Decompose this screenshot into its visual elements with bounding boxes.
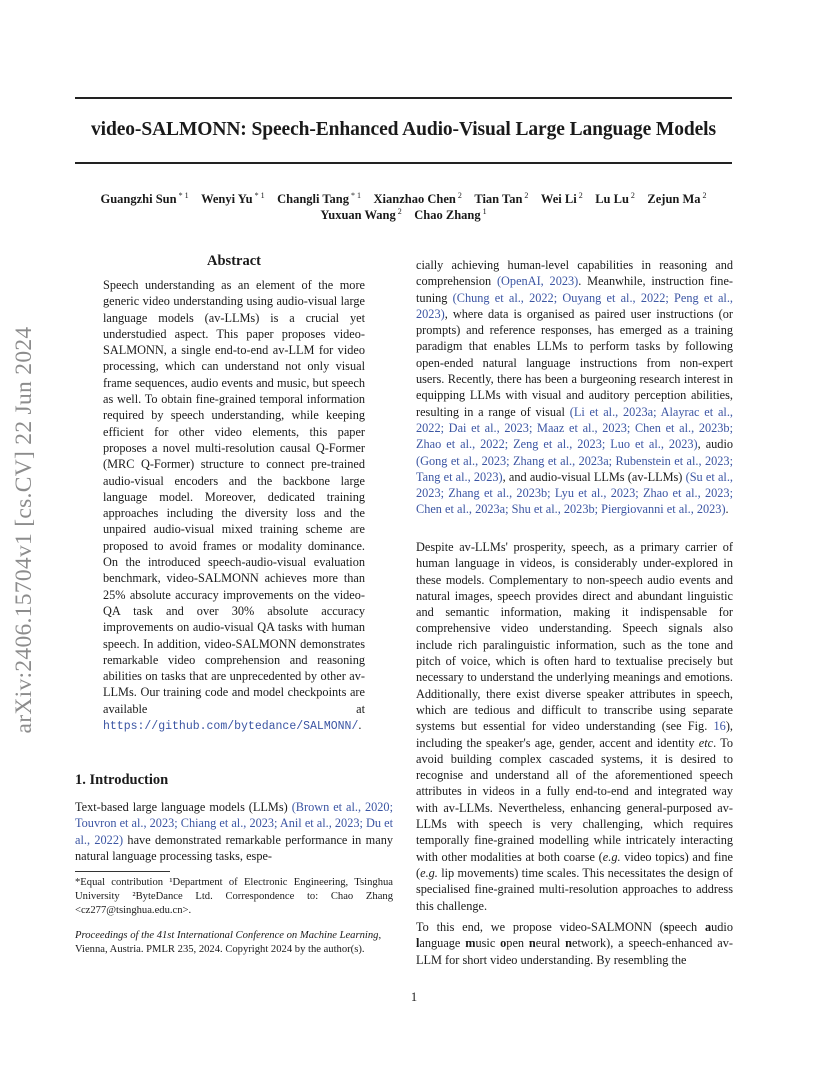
title-top-rule	[75, 97, 732, 99]
author-affiliation: 2	[576, 191, 583, 200]
intro-text-cont: have demonstrated remarkable performance in many natural language processing tasks, espe-	[75, 832, 393, 863]
author-name: Lu Lu	[595, 192, 629, 207]
author-affiliation: 2	[455, 191, 462, 200]
footnote-rule	[75, 871, 170, 872]
author-affiliation: * 1	[349, 191, 362, 200]
proceedings-note	[75, 929, 393, 957]
page-number: 1	[410, 990, 418, 1004]
section-heading-introduction: 1. Introduction	[75, 772, 169, 788]
intro-text: Text-based large language models (LLMs)	[75, 800, 292, 814]
author-name: Chao Zhang	[414, 208, 481, 223]
author-affiliation: 2	[395, 207, 402, 216]
abstract-text: Speech understanding as an element of the more generic video understanding using audio-visual large language models (av-LLMs) is a crucial yet understudied aspect. This paper proposes video-SALMONN, a single end-to-end av-LLM for video processing, which can understand not only visual frame sequences, audio events and music, but speech as well. To obtain fine-grained temporal information required by speech understanding, while keeping efficient for other video elements, this paper proposes a novel multi-resolution causal Q-Former (MRC Q-Former) structure to connect pre-trained audio-visual encoders and the backbone large language model. Moreover, dedicated training approaches including the diversity loss and the unpaired audio-visual mixed training scheme are proposed to avoid frames or modality dominance. On the introduced speech-audio-visual evaluation benchmark, video-SALMONN achieves more than 25% absolute accuracy improvements on the video-QA task and over 30% absolute accuracy improvements on audio-visual QA tasks with human speech. In addition, video-SALMONN demonstrates remarkable video comprehension and reasoning abilities on tasks that are unprecedented by other av-LLMs. Our training code and model checkpoints are available at	[103, 278, 365, 716]
citation-link[interactable]: (Su et al., 2023; Zhang et al., 2023b; Lyu et al., 2023; Zhao et al., 2023; Chen et al., 2023a; Shu et al., 2023b; Piergiovanni et al., 2023)	[416, 469, 733, 517]
author-name: Changli Tang	[277, 192, 350, 207]
citation-link[interactable]: (Li et al., 2023a; Alayrac et al., 2022; Dai et al., 2023; Maaz et al., 2023; Chen et al., 2023b; Zhao et al., 2022; Zeng et al., 2023; Luo et al., 2023)	[416, 404, 733, 452]
paper-title: video-SALMONN: Speech-Enhanced Audio-Visual Large Language Models	[91, 119, 716, 140]
footnote: *Equal contribution ¹Department of Electronic Engineering, Tsinghua University ²ByteDance Ltd. Correspondence to: Chao Zhang <cz277@tsinghua.edu.cn>.	[75, 877, 393, 916]
abstract-heading: Abstract	[207, 253, 261, 269]
title-bottom-rule	[75, 162, 732, 164]
proceedings-details: , Vienna, Austria. PMLR 235, 2024. Copyright 2024 by the author(s).	[75, 930, 382, 955]
author-affiliation: 1	[480, 207, 487, 216]
author-affiliation: 2	[700, 191, 707, 200]
author-affiliation: * 1	[176, 191, 189, 200]
author-name: Wenyi Yu	[201, 192, 253, 207]
citation-link[interactable]: (OpenAI, 2023)	[496, 274, 579, 289]
author-name: Tian Tan	[474, 192, 523, 207]
author-name: Zejun Ma	[647, 192, 701, 207]
citation-link[interactable]: (Gong et al., 2023; Zhang et al., 2023a; Rubenstein et al., 2023; Tang et al., 2023)	[416, 453, 733, 484]
author-name: Xianzhao Chen	[373, 192, 456, 207]
author-list-line-1	[75, 191, 732, 207]
right-paragraph-1: cially achieving human-level capabilities in reasoning and comprehension (OpenAI, 2023). Meanwhile, instruction fine-tuning (Chung et al., 2022; Ouyang et al., 2022; Peng et al., 2023), where data is organised as paired user instructions (or prompts) and reference responses, has emerged as a training paradigm that enables LLMs to perform tasks by following open-ended natural language instructions from non-expert users. Recently, there has been a burgeoning research interest in equipping LLMs with visual and auditory perception abilities, resulting in a range of visual (Li et al., 2023a; Alayrac et al., 2022; Dai et al., 2023; Maaz et al., 2023; Chen et al., 2023b; Zhao et al., 2022; Zeng et al., 2023; Luo et al., 2023), audio (Gong et al., 2023; Zhang et al., 2023a; Rubenstein et al., 2023; Tang et al., 2023), and audio-visual LLMs (av-LLMs) (Su et al., 2023; Zhang et al., 2023b; Lyu et al., 2023; Zhao et al., 2023; Chen et al., 2023a; Shu et al., 2023b; Piergiovanni et al., 2023).	[416, 258, 734, 517]
author-affiliation: 2	[522, 191, 529, 200]
author-name: Wei Li	[540, 192, 577, 207]
figure-link[interactable]: 16	[713, 719, 726, 734]
citation-link[interactable]: (Brown et al., 2020; Touvron et al., 2023; Chiang et al., 2023; Anil et al., 2023; Du et al., 2022)	[75, 800, 393, 847]
arxiv-identifier: arXiv:2406.15704v1 [cs.CV] 22 Jun 2024	[11, 326, 37, 734]
abstract-body: Speech understanding as an element of the more generic video understanding using audio-visual large language models (av-LLMs) is a crucial yet understudied aspect. This paper proposes video-SALMONN, a single end-to-end av-LLM for video processing, which can understand not only visual frame sequences, audio events and music, but speech as well. To obtain fine-grained temporal information required by speech understanding, while keeping efficient for other video elements, this paper proposes a novel multi-resolution causal Q-Former (MRC Q-Former) structure to connect pre-trained audio-visual encoders and the backbone large language model. Moreover, dedicated training approaches including the diversity loss and the unpaired audio-visual mixed training scheme are proposed to avoid frames or modality dominance. On the introduced speech-audio-visual evaluation benchmark, video-SALMONN achieves more than 25% absolute accuracy improvements on the video-QA task and over 30% absolute accuracy improvements on audio-visual QA tasks with human speech. In addition, video-SALMONN demonstrates remarkable video comprehension and reasoning abilities on tasks that are unprecedented by other av-LLMs. Our training code and model checkpoints are available at https://github.com/bytedance/SALMONN/.	[103, 278, 365, 734]
author-list-line-2	[75, 207, 732, 223]
proceedings-venue: Proceedings of the 41st International Conference on Machine Learning	[75, 930, 379, 941]
right-paragraph-3: To this end, we propose video-SALMONN (speech audio language music open neural network), a speech-enhanced av-LLM for short video understanding. By resembling the	[416, 920, 733, 967]
author-name: Guangzhi Sun	[100, 192, 177, 207]
code-link[interactable]: https://github.com/bytedance/SALMONN/	[103, 720, 359, 734]
author-affiliation: 2	[628, 191, 635, 200]
intro-paragraph	[75, 799, 393, 864]
author-affiliation: * 1	[252, 191, 265, 200]
right-paragraph-2: Despite av-LLMs' prosperity, speech, as a primary carrier of human language in videos, is considerably under-explored in these models. Complementary to non-speech audio events and natural images, speech provides direct and abundant linguistic and semantic information, making it indispensable for comprehensive video understanding. Speech signals also include rich paralinguistic information, such as the tone and pitch of voice, which is often hard to textualise precisely but necessary to understand the underlying meanings and emotions. Additionally, there exist diverse speaker attributes in speech, which are tedious and difficult to transcribe using separate systems but essential for video understanding (see Fig. 16), including the speaker's age, gender, accent and identity etc. To avoid building complex cascaded systems, it is desired to recognise and understand all of the aforementioned speech attributes in videos in a fully end-to-end and integrated way with av-LLMs. Nevertheless, enhancing general-purposed av-LLMs with speech is very challenging, which requires temporally fine-grained modelling while intricately interacting with other modalities at both coarse (e.g. video topics) and fine (e.g. lip movements) time scales. This necessitates the design of specialised fine-grained multi-resolution approaches to address this challenge.	[416, 540, 733, 913]
author-name: Yuxuan Wang	[320, 208, 396, 223]
citation-link[interactable]: (Chung et al., 2022; Ouyang et al., 2022; Peng et al., 2023)	[416, 290, 733, 321]
